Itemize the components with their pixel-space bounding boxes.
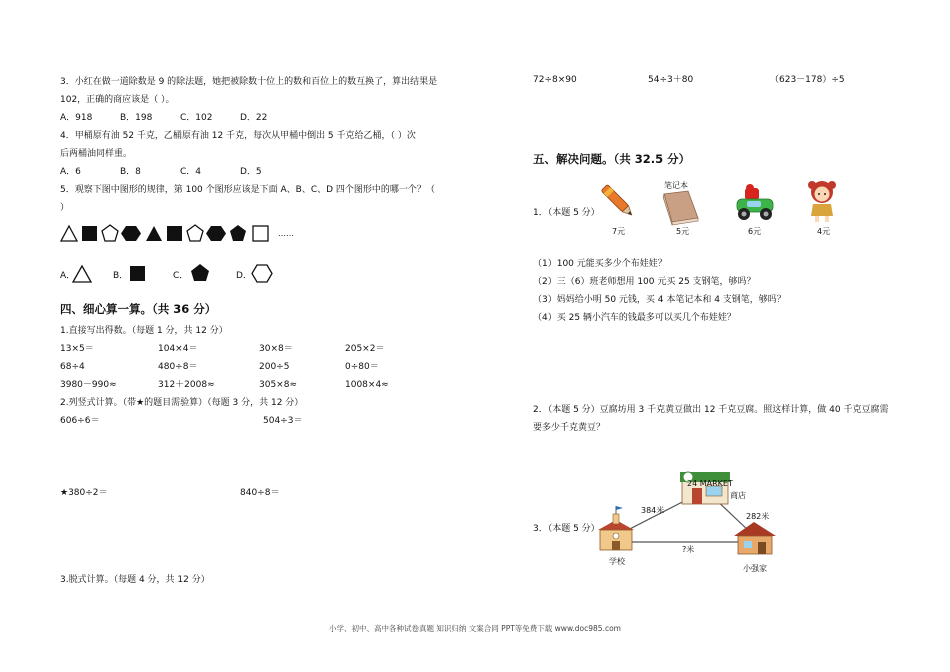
s5-q3-label: 3．（本题 5 分） bbox=[533, 524, 600, 534]
q5-line2: ） bbox=[60, 203, 70, 213]
hexagon-filled-icon bbox=[121, 226, 141, 241]
triangle-filled-icon bbox=[146, 226, 162, 241]
s5-q1-sub2: （2）三（6）班老师想用 100 元买 25 支钢笔，够吗？ bbox=[533, 277, 756, 287]
s5-q1-sub4: （4）买 25 辆小汽车的钱最多可以买几个布娃娃？ bbox=[533, 313, 736, 323]
hexagon-outline-icon bbox=[252, 265, 272, 282]
s5-q2-line2: 要多少千克黄豆？ bbox=[533, 423, 606, 433]
q5-option-b-label: B． bbox=[113, 271, 129, 281]
page-footer: 小学、初中、高中各种试卷真题 知识归纳 文案合同 PPT等免费下载 www.doc985.com bbox=[329, 624, 621, 633]
square-filled-icon bbox=[82, 226, 97, 241]
section4-p2-title: 2.列竖式计算。（带★的题目需验算）（每题 3 分，共 12 分） bbox=[60, 398, 304, 408]
section4-title: 四、细心算一算。（共 36 分） bbox=[60, 302, 217, 316]
vertical-calc-item: 504÷3＝ bbox=[263, 416, 303, 426]
hexagon-filled-icon bbox=[206, 226, 226, 241]
pentagon-filled-icon bbox=[191, 264, 209, 281]
toy-car-icon bbox=[733, 182, 777, 224]
calc-cell: 30×8＝ bbox=[259, 344, 293, 354]
shop-label: 商店 bbox=[730, 491, 746, 500]
pentagon-outline-icon bbox=[187, 225, 203, 241]
pen-icon bbox=[598, 180, 638, 225]
s5-q1-sub3: （3）妈妈给小明 50 元钱，买 4 本笔记本和 4 支钢笔，够吗？ bbox=[533, 295, 786, 305]
pentagon-outline-icon bbox=[102, 225, 118, 241]
calc-cell: 0÷80＝ bbox=[345, 362, 379, 372]
home-icon bbox=[734, 522, 776, 554]
square-filled-icon bbox=[167, 226, 182, 241]
q5-option-a-shape bbox=[71, 264, 93, 284]
q4-option-c: C．4 bbox=[180, 167, 202, 177]
s5-q1-label: 1．（本题 5 分） bbox=[533, 208, 600, 218]
q5-ellipsis: …… bbox=[278, 229, 294, 238]
market-sign: 24 MARKET bbox=[687, 479, 733, 488]
calc-cell: 3980－990≈ bbox=[60, 380, 117, 390]
square-filled-icon bbox=[130, 266, 145, 281]
calc-cell: 312＋2008≈ bbox=[158, 380, 215, 390]
calc-cell: 104×4＝ bbox=[158, 344, 198, 354]
q5-option-d-shape bbox=[251, 264, 275, 284]
vertical-calc-item: 840÷8＝ bbox=[240, 488, 280, 498]
q4-option-a: A．6 bbox=[60, 167, 81, 177]
square-outline-icon bbox=[253, 226, 268, 241]
distance-school-home: ?米 bbox=[682, 545, 695, 554]
doll-price: 4元 bbox=[817, 227, 831, 236]
school-icon bbox=[598, 506, 634, 550]
pentagon-filled-icon bbox=[230, 225, 246, 241]
calc-cell: 54÷3＋80 bbox=[648, 75, 694, 85]
q5-option-d-label: D． bbox=[236, 271, 252, 281]
q4-line2: 后两桶油同样重。 bbox=[60, 149, 133, 159]
calc-cell: 205×2＝ bbox=[345, 344, 385, 354]
pen-price: 7元 bbox=[612, 227, 626, 236]
distance-school-shop: 384米 bbox=[641, 506, 665, 515]
section4-p1-title: 1.直接写出得数。（每题 1 分，共 12 分） bbox=[60, 326, 228, 336]
doll-icon bbox=[806, 180, 838, 224]
q5-option-b-shape bbox=[129, 265, 147, 283]
q4-line1: 4．甲桶原有油 52 千克，乙桶原有油 12 千克，每次从甲桶中倒出 5 千克给乙桶，（ ）次 bbox=[60, 131, 416, 141]
vertical-calc-item: 606÷6＝ bbox=[60, 416, 100, 426]
q3-line2: 102，正确的商应该是（ ）。 bbox=[60, 95, 175, 105]
car-price: 6元 bbox=[748, 227, 762, 236]
triangle-outline-icon bbox=[61, 226, 77, 241]
q4-option-d: D．5 bbox=[240, 167, 262, 177]
q3-line1: 3．小红在做一道除数是 9 的除法题，她把被除数十位上的数和百位上的数互换了，算出结果是 bbox=[60, 77, 438, 87]
school-label: 学校 bbox=[609, 557, 625, 566]
q5-option-a-label: A． bbox=[60, 271, 76, 281]
s5-q1-sub1: （1）100 元能买多少个布娃娃？ bbox=[533, 259, 667, 269]
notebook-price: 5元 bbox=[676, 227, 690, 236]
s5-q2-line1: 2．（本题 5 分）豆腐坊用 3 千克黄豆做出 12 千克豆腐。照这样计算，做 40 千克豆腐需 bbox=[533, 405, 889, 415]
q3-option-d: D．22 bbox=[240, 113, 268, 123]
calc-cell: 68÷4 bbox=[60, 362, 85, 372]
q5-shape-sequence bbox=[60, 224, 290, 244]
q5-option-c-shape bbox=[190, 263, 212, 283]
calc-cell: 72÷8×90 bbox=[533, 75, 577, 85]
distance-shop-home: 282米 bbox=[746, 512, 770, 521]
calc-cell: 1008×4≈ bbox=[345, 380, 389, 390]
section4-p3-title: 3.脱式计算。（每题 4 分，共 12 分） bbox=[60, 575, 210, 585]
calc-cell: （623－178）÷5 bbox=[770, 75, 845, 85]
section5-title: 五、解决问题。（共 32.5 分） bbox=[533, 152, 691, 166]
notebook-icon bbox=[660, 190, 700, 226]
q5-option-c-label: C． bbox=[173, 271, 189, 281]
home-label: 小强家 bbox=[743, 564, 767, 573]
calc-cell: 13×5＝ bbox=[60, 344, 94, 354]
q3-option-c: C．102 bbox=[180, 113, 213, 123]
q3-option-a: A．918 bbox=[60, 113, 93, 123]
q4-option-b: B．8 bbox=[120, 167, 141, 177]
calc-cell: 200÷5 bbox=[259, 362, 290, 372]
calc-cell: 480÷8＝ bbox=[158, 362, 198, 372]
q3-option-b: B．198 bbox=[120, 113, 153, 123]
calc-cell: 305×8≈ bbox=[259, 380, 297, 390]
vertical-calc-item: ★380÷2＝ bbox=[60, 488, 108, 498]
triangle-outline-icon bbox=[73, 266, 91, 282]
notebook-label: 笔记本 bbox=[664, 181, 688, 190]
q5-line1: 5．观察下图中图形的规律，第 100 个图形应该是下面 A、B、C、D 四个图形中的哪一个？（ bbox=[60, 185, 435, 195]
